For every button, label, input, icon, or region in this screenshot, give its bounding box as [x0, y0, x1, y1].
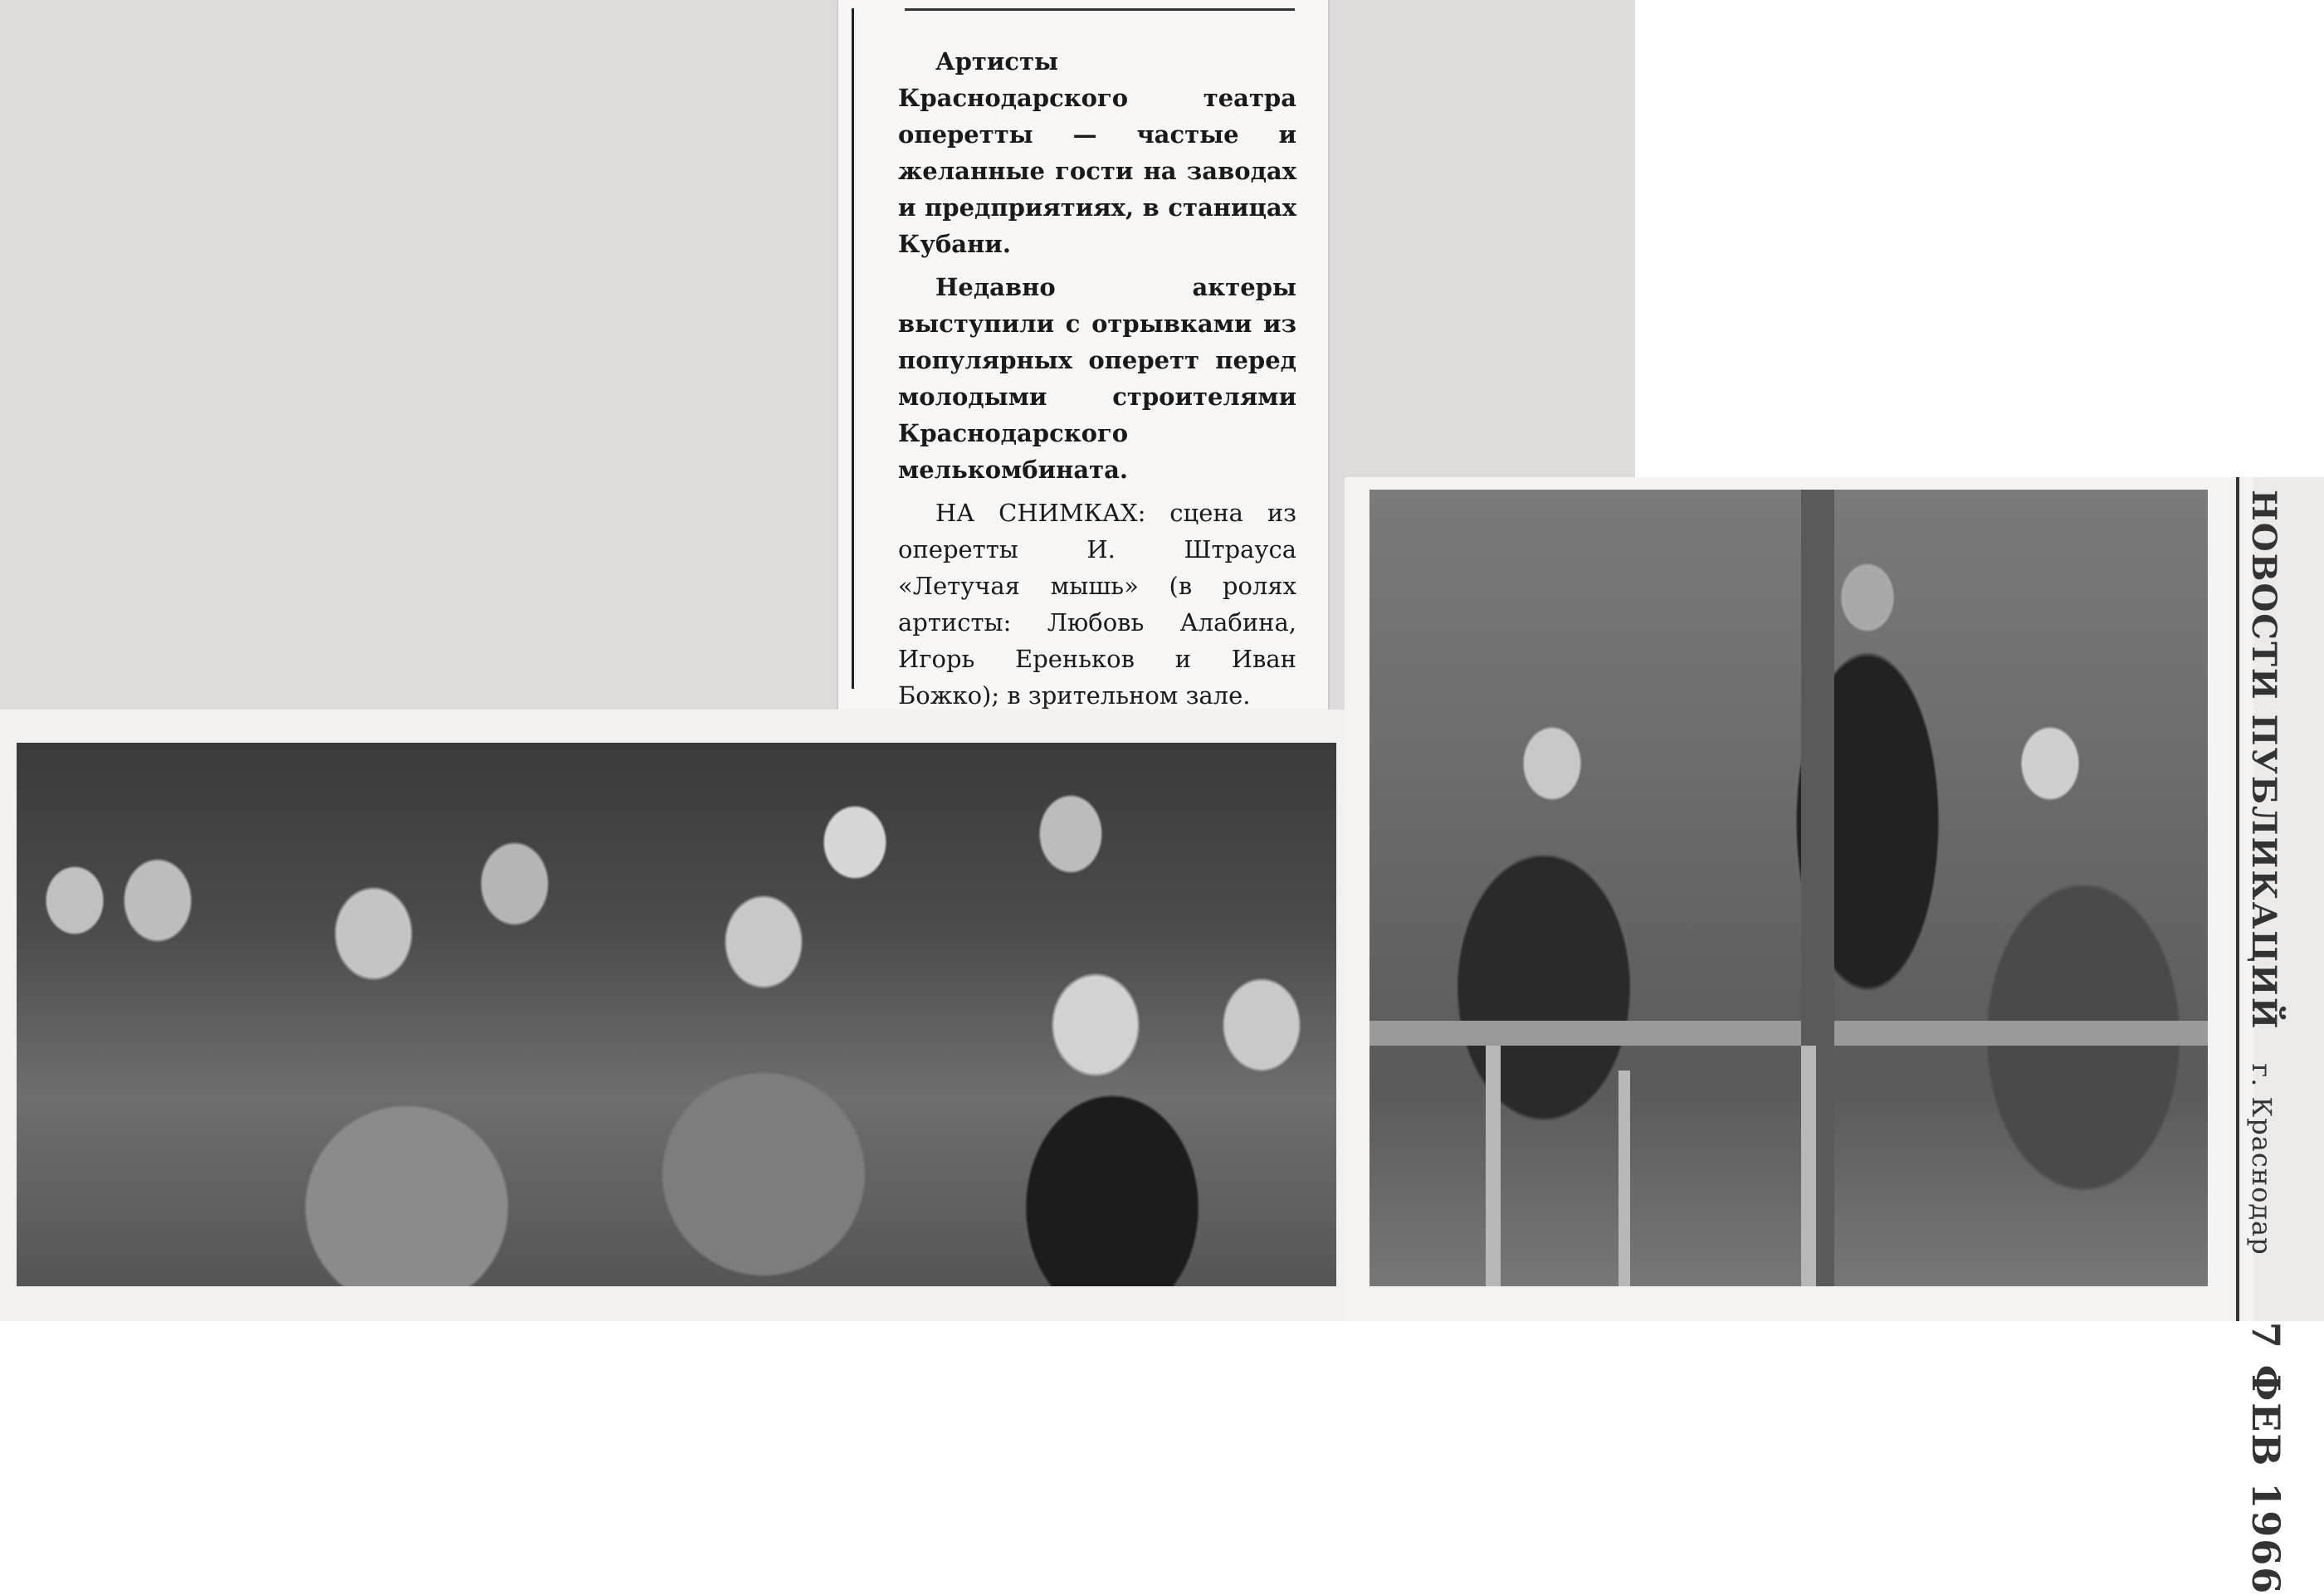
caption-clipping [838, 0, 1328, 726]
table-leg [1801, 1046, 1816, 1286]
top-rule [905, 8, 1295, 11]
stage-scene-photo [1370, 490, 2208, 1286]
table-leg [1486, 1046, 1501, 1286]
stamp-date: 7 ФЕВ 1966 [2243, 1321, 2288, 1595]
stamp-city: г. Краснодар [2246, 1063, 2278, 1256]
stamp-border-line [2236, 477, 2239, 1321]
archive-stamp [2243, 490, 2288, 1595]
audience-photo [17, 743, 1336, 1286]
stamp-newspaper: НОВОСТИ ПУБЛИКАЦИЙ [2244, 490, 2283, 1031]
table-leg [1618, 1071, 1630, 1286]
caption-text-block [898, 43, 1296, 763]
caption-paragraph-2: Недавно актеры выступили с отрывками из популярных оперетт перед молодыми строителями Краснодарского мелькомбината. [898, 273, 1296, 484]
caption-paragraph-3: НА СНИМКАХ: сцена из оперетты И. Штрауса «Летучая мышь» (в ролях артисты: Любовь Алабина, Игорь Ереньков и Иван Божко); в зрительном зале. [898, 499, 1296, 710]
caption-paragraph-1: Артисты Краснодарского театра оперетты — частые и желанные гости на заводах и предприятиях, в станицах Кубани. [898, 47, 1296, 258]
column-rule [852, 8, 854, 689]
